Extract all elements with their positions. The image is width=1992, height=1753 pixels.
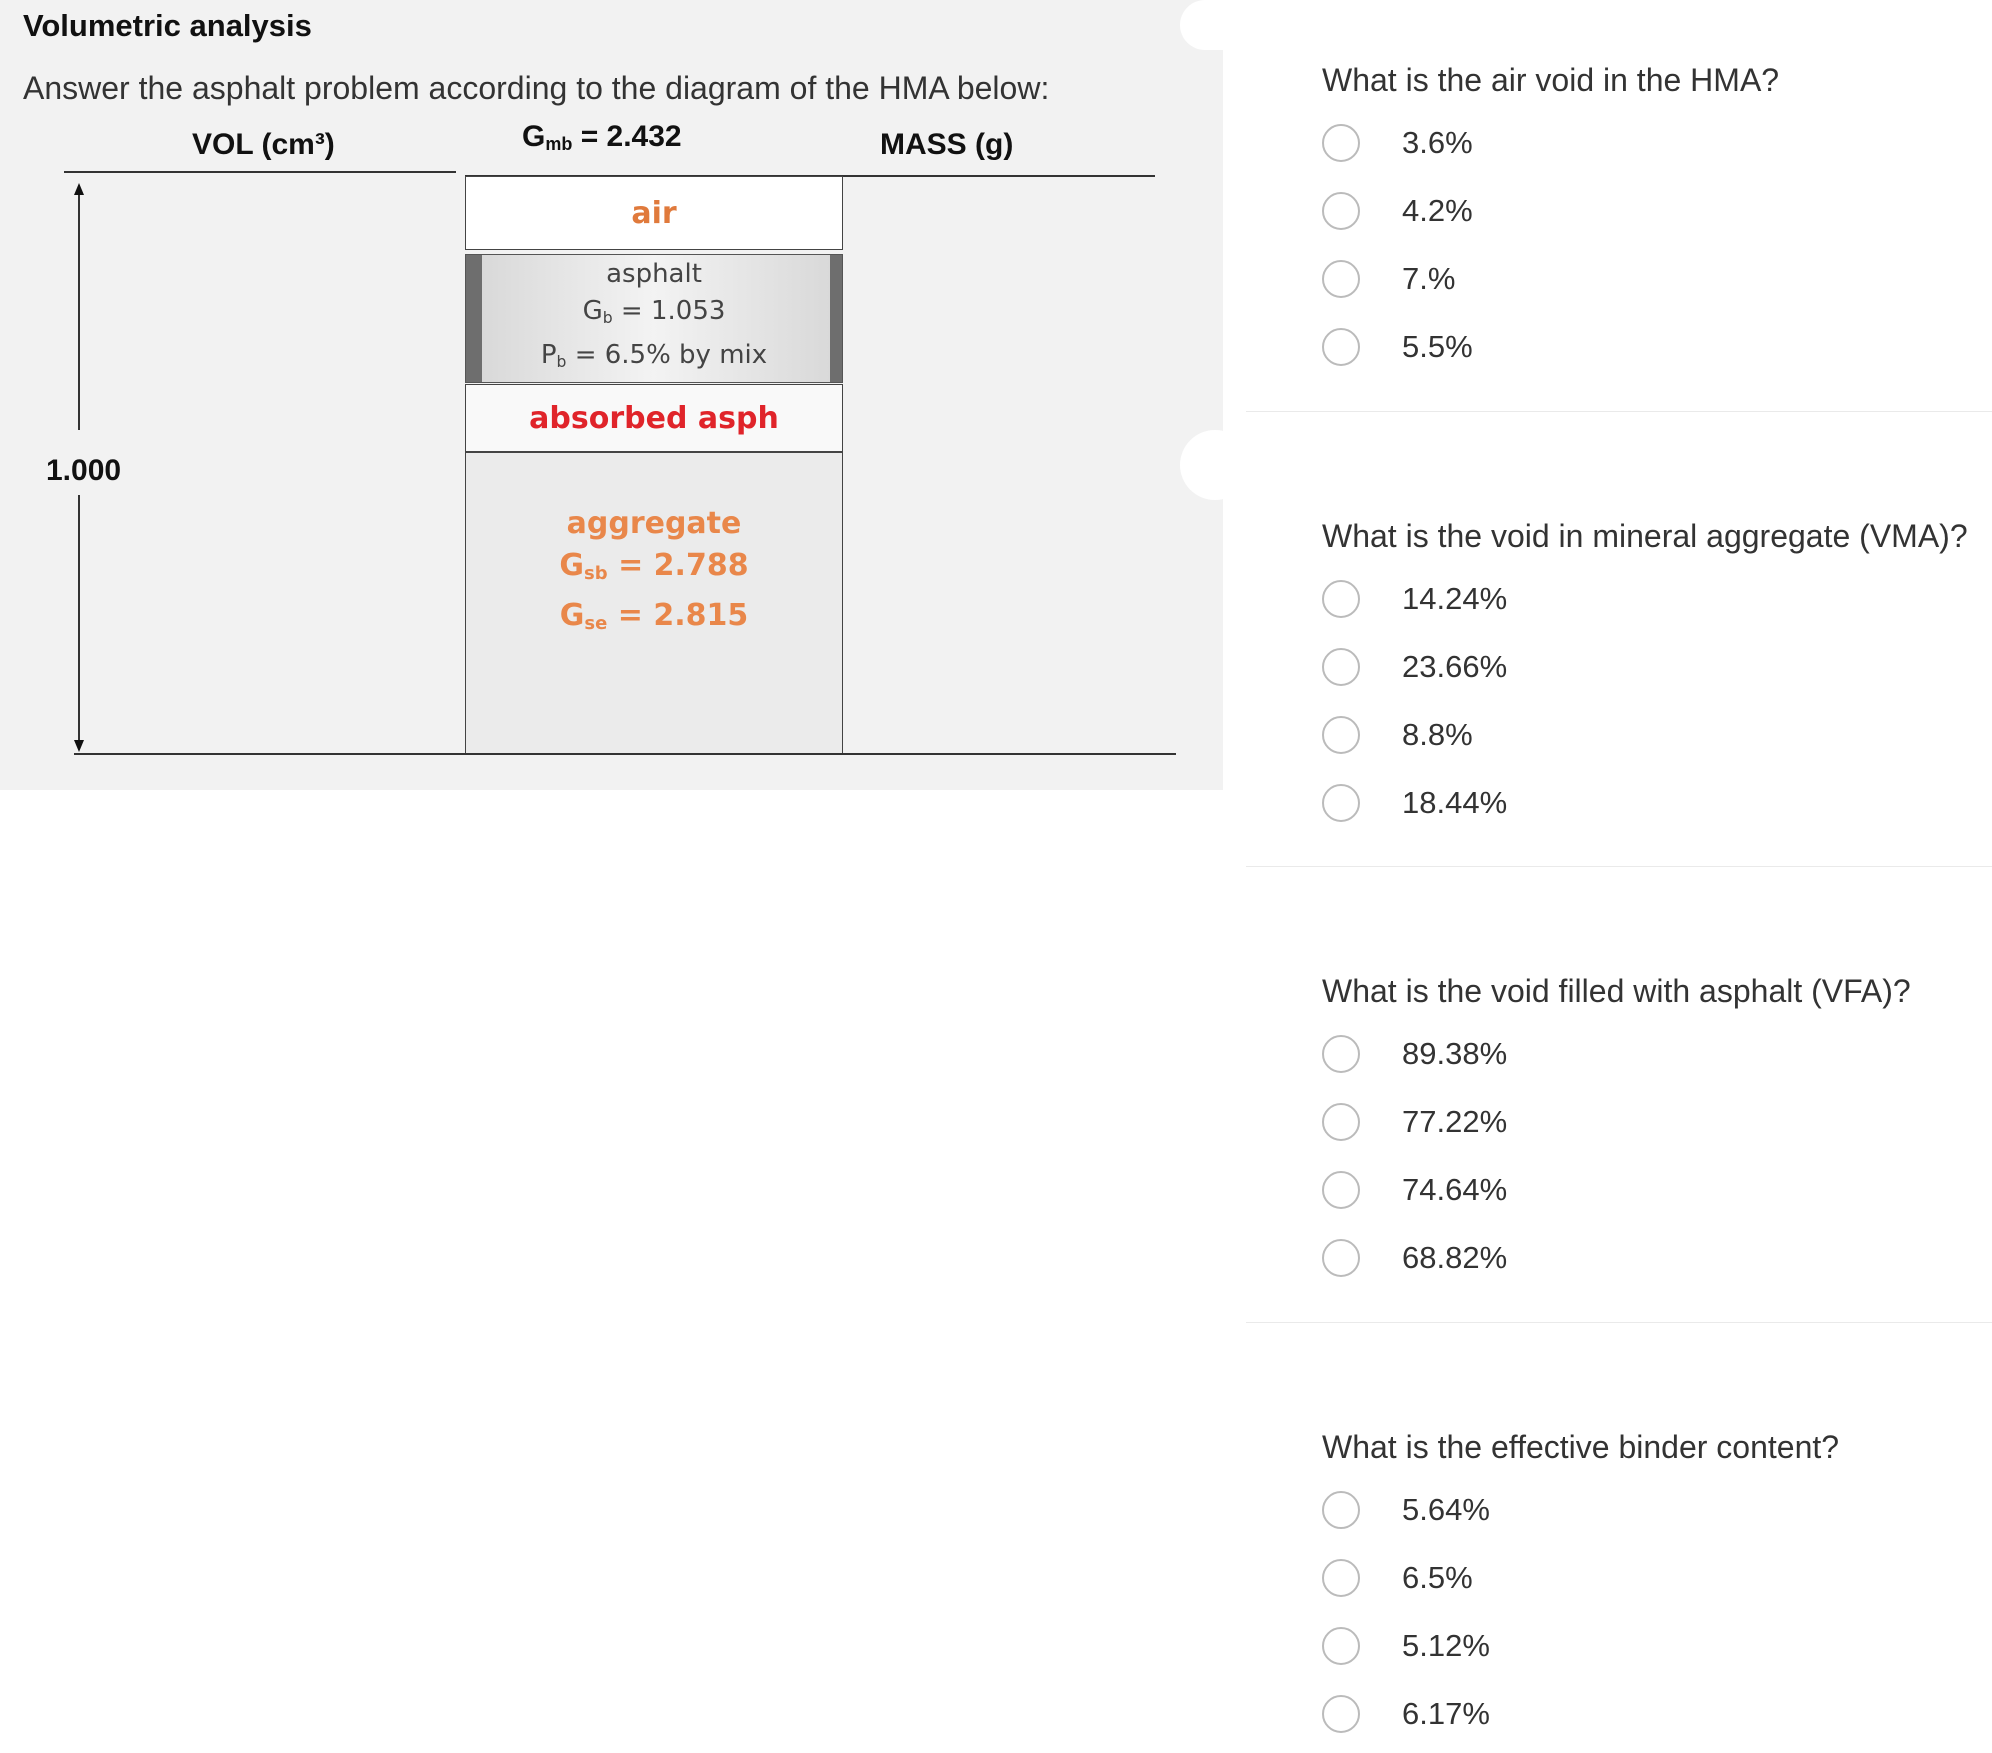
option-label: 14.24% — [1402, 581, 1508, 616]
air-label: air — [631, 195, 677, 231]
option-label: 7.% — [1402, 261, 1456, 296]
radio-button[interactable] — [1322, 716, 1360, 754]
mass-header: MASS (g) — [880, 128, 1014, 161]
option-label: 74.64% — [1402, 1172, 1508, 1207]
arrow-down-icon — [74, 740, 84, 752]
radio-button[interactable] — [1322, 1559, 1360, 1597]
option-label: 68.82% — [1402, 1240, 1508, 1275]
gmb-subscript: mb — [545, 134, 573, 154]
radio-button[interactable] — [1322, 648, 1360, 686]
question-4-option-2[interactable] — [1322, 1555, 1473, 1601]
absorbed-asphalt-phase — [465, 384, 843, 452]
radio-button[interactable] — [1322, 1035, 1360, 1073]
quiz-panel — [1246, 0, 1992, 1753]
question-2-option-4[interactable] — [1322, 780, 1507, 826]
question-1-option-2[interactable] — [1322, 188, 1473, 234]
radio-button[interactable] — [1322, 580, 1360, 618]
question-1-text: What is the air void in the HMA? — [1322, 62, 1780, 98]
question-4-option-3[interactable] — [1322, 1623, 1490, 1669]
question-2-option-1[interactable] — [1322, 576, 1507, 622]
question-3-option-4[interactable] — [1322, 1235, 1507, 1281]
radio-button[interactable] — [1322, 192, 1360, 230]
question-3-text: What is the void filled with asphalt (VFA)? — [1322, 973, 1911, 1009]
question-3-option-1[interactable] — [1322, 1031, 1507, 1077]
arrow-up-icon — [74, 183, 84, 195]
aggregate-label: aggregate — [566, 506, 742, 541]
panel-edge-notch-mid — [1180, 430, 1250, 500]
radio-button[interactable] — [1322, 1103, 1360, 1141]
aggregate-phase — [465, 452, 843, 755]
gb-value: $G_b = 1.053$ — [582, 296, 726, 327]
asphalt-label: asphalt — [606, 259, 702, 289]
diagram-panel — [0, 0, 1223, 790]
question-4-option-1[interactable] — [1322, 1487, 1490, 1533]
question-3-option-3[interactable] — [1322, 1167, 1507, 1213]
option-label: 8.8% — [1402, 717, 1473, 752]
gsb-value: $G_{sb} = 2.788$ — [559, 548, 749, 584]
question-2-option-3[interactable] — [1322, 712, 1473, 758]
absorbed-label: absorbed asph — [529, 400, 779, 436]
vol-top-line — [64, 171, 456, 173]
question-divider — [1246, 866, 1992, 867]
option-label: 6.5% — [1402, 1560, 1473, 1595]
option-label: 6.17% — [1402, 1696, 1490, 1731]
page-title: Volumetric analysis — [23, 8, 312, 43]
option-label: 89.38% — [1402, 1036, 1508, 1071]
vol-arrow-shaft-top — [78, 190, 80, 430]
panel-edge-notch-top — [1180, 0, 1250, 50]
question-2-option-2[interactable] — [1322, 644, 1507, 690]
question-divider — [1246, 1322, 1992, 1323]
radio-button[interactable] — [1322, 1171, 1360, 1209]
vol-header: VOL (cm³) — [192, 128, 335, 161]
radio-button[interactable] — [1322, 124, 1360, 162]
question-4-text: What is the effective binder content? — [1322, 1429, 1840, 1465]
option-label: 18.44% — [1402, 785, 1508, 820]
radio-button[interactable] — [1322, 328, 1360, 366]
question-4-option-4[interactable] — [1322, 1691, 1490, 1737]
pb-value: $P_b = 6.5\%$ by mix — [540, 340, 768, 371]
gmb-value: = 2.432 — [580, 120, 682, 153]
radio-button[interactable] — [1322, 1491, 1360, 1529]
option-label: 4.2% — [1402, 193, 1473, 228]
option-label: 5.5% — [1402, 329, 1473, 364]
question-1-option-4[interactable] — [1322, 324, 1473, 370]
problem-prompt: Answer the asphalt problem according to the diagram of the HMA below: — [23, 70, 1050, 106]
air-phase — [465, 176, 843, 250]
option-label: 5.12% — [1402, 1628, 1490, 1663]
question-2-text: What is the void in mineral aggregate (VMA)? — [1322, 518, 1968, 554]
radio-button[interactable] — [1322, 784, 1360, 822]
gse-value: $G_{se} = 2.815$ — [559, 598, 749, 634]
question-3-option-2[interactable] — [1322, 1099, 1507, 1145]
option-label: 3.6% — [1402, 125, 1473, 160]
radio-button[interactable] — [1322, 260, 1360, 298]
vol-arrow-shaft-bottom — [78, 495, 80, 743]
question-1-option-3[interactable] — [1322, 256, 1455, 302]
gmb-header: $G_{mb} = 2.432$ — [522, 120, 682, 154]
vol-value: 1.000 — [44, 450, 123, 492]
option-label: 77.22% — [1402, 1104, 1508, 1139]
radio-button[interactable] — [1322, 1695, 1360, 1733]
bottom-line — [74, 753, 1176, 755]
question-1-option-1[interactable] — [1322, 120, 1473, 166]
option-label: 5.64% — [1402, 1492, 1490, 1527]
radio-button[interactable] — [1322, 1627, 1360, 1665]
asphalt-phase — [465, 254, 843, 383]
question-divider — [1246, 411, 1992, 412]
radio-button[interactable] — [1322, 1239, 1360, 1277]
option-label: 23.66% — [1402, 649, 1508, 684]
